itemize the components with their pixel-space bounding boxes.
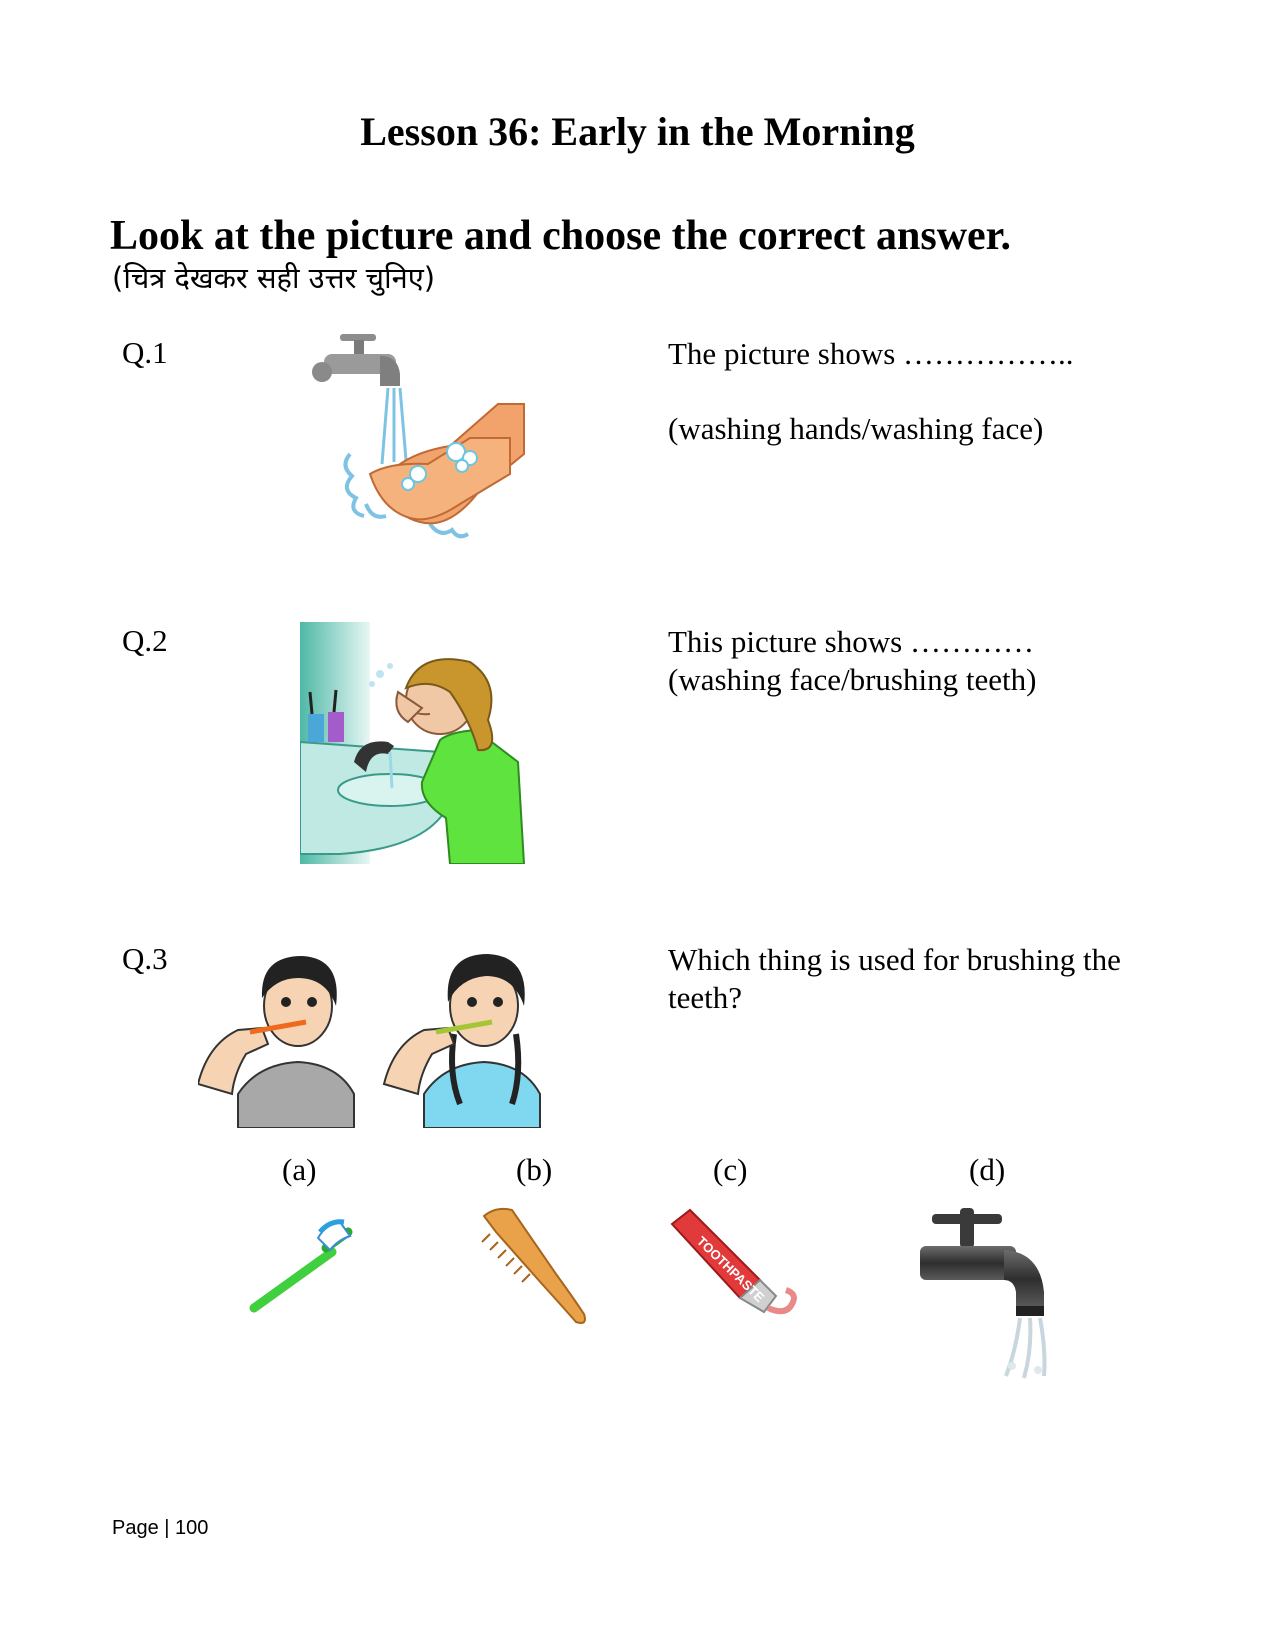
hand-washing-icon [310, 334, 528, 552]
page-footer [112, 1517, 208, 1540]
instruction-heading: Look at the picture and choose the correct answer. [110, 213, 1011, 259]
children-brushing-icon [198, 944, 560, 1128]
question-1-label: Q.1 [122, 335, 168, 370]
comb-icon [476, 1204, 596, 1328]
question-3-text: Which thing is used for brushing the teeth? [668, 942, 1121, 1015]
face-washing-icon [300, 622, 530, 864]
question-1-options: (washing hands/washing face) [668, 411, 1044, 446]
question-2-label: Q.2 [122, 623, 168, 658]
choice-c-label: (c) [713, 1152, 748, 1187]
lesson-title: Lesson 36: Early in the Morning [360, 109, 915, 154]
question-2-text: This picture shows ………… [668, 624, 1034, 659]
choice-a-label: (a) [282, 1152, 317, 1187]
page-separator: | [164, 1517, 170, 1539]
question-2-options: (washing face/brushing teeth) [668, 662, 1037, 697]
question-1-text: The picture shows …………….. [668, 336, 1074, 371]
toothpaste-printed-text: TOOTHPASTE [693, 1233, 768, 1306]
question-3-label: Q.3 [122, 941, 168, 976]
tap-icon [920, 1200, 1060, 1380]
choice-d-label: (d) [969, 1152, 1006, 1187]
toothpaste-icon [668, 1208, 804, 1334]
toothbrush-icon [248, 1218, 360, 1314]
choice-b-label: (b) [516, 1152, 553, 1187]
page-number: 100 [175, 1517, 209, 1539]
instruction-hindi: (चित्र देखकर सही उत्तर चुनिए) [112, 261, 436, 295]
page-label: Page [112, 1517, 159, 1539]
